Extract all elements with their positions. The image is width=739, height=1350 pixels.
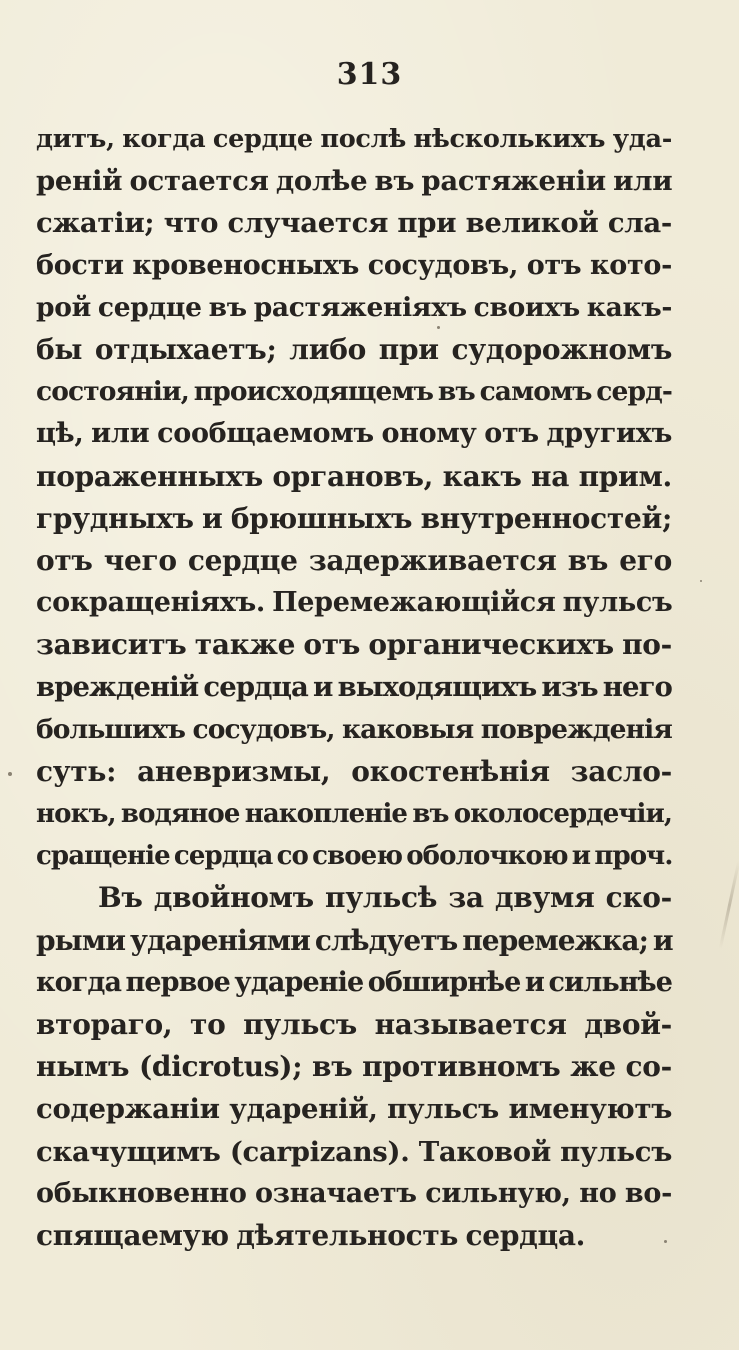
text-line: скачущимъ (carpizans). Таковой пульсъ [36,1135,672,1168]
text-line: сращеніе сердца со своею оболочкою и проч. [36,841,673,872]
text-line: бы отдыхаетъ; либо при судорожномъ [36,332,672,366]
text-line: зависитъ также отъ органическихъ по- [36,628,672,662]
body-text [36,118,672,1257]
paper-speck [437,326,440,329]
text-line: когда первое удареніе обширнѣе и сильнѣе [36,966,672,998]
text-line: рой сердце въ растяженіяхъ своихъ какъ- [36,291,673,323]
text-line: отъ чего сердце задерживается въ его [36,543,672,577]
text-line: дитъ, когда сердце послѣ нѣсколькихъ уда- [36,124,672,154]
paper-scratch [719,861,739,950]
text-line: сжатіи; что случается при великой сла- [36,207,672,240]
text-line: сокращеніяхъ. Перемежающійся пульсъ [36,587,673,619]
text-line: суть: аневризмы, окостенѣнія засло- [36,754,672,788]
text-line: нокъ, водяное накопленіе въ околосердечіи, [36,799,672,829]
text-line: цѣ, или сообщаемомъ оному отъ другихъ [36,418,672,450]
text-line: врежденій сердца и выходящихъ изъ него [36,671,672,704]
text-line: реній остается долѣе въ растяженіи или [36,165,673,198]
text-line: рыми удареніями слѣдуетъ перемежка; и [36,923,673,957]
text-line: большихъ сосудовъ, каковыя поврежденія [36,713,672,745]
text-line: Въ двойномъ пульсѣ за двумя ско- [98,881,672,915]
text-line: втораго, то пульсъ называется двой- [36,1007,672,1041]
text-line: состояніи, происходящемъ въ самомъ серд- [36,376,672,408]
text-line: грудныхъ и брюшныхъ внутренностей; [36,501,672,535]
text-line: нымъ (dicrotus); въ противномъ же со- [36,1050,672,1084]
text-line: бости кровеносныхъ сосудовъ, отъ кото- [36,249,672,281]
paper-speck [700,580,702,582]
paper-speck [664,1240,667,1243]
text-line: пораженныхъ органовъ, какъ на прим. [36,459,672,493]
paper-speck [8,772,12,776]
text-line: содержаніи удареній, пульсъ именуютъ [36,1093,672,1126]
text-line: обыкновенно означаетъ сильную, но во- [36,1177,672,1209]
page-number: 313 [336,57,403,92]
text-line: спящаемую дѣятельность сердца. [36,1218,586,1252]
